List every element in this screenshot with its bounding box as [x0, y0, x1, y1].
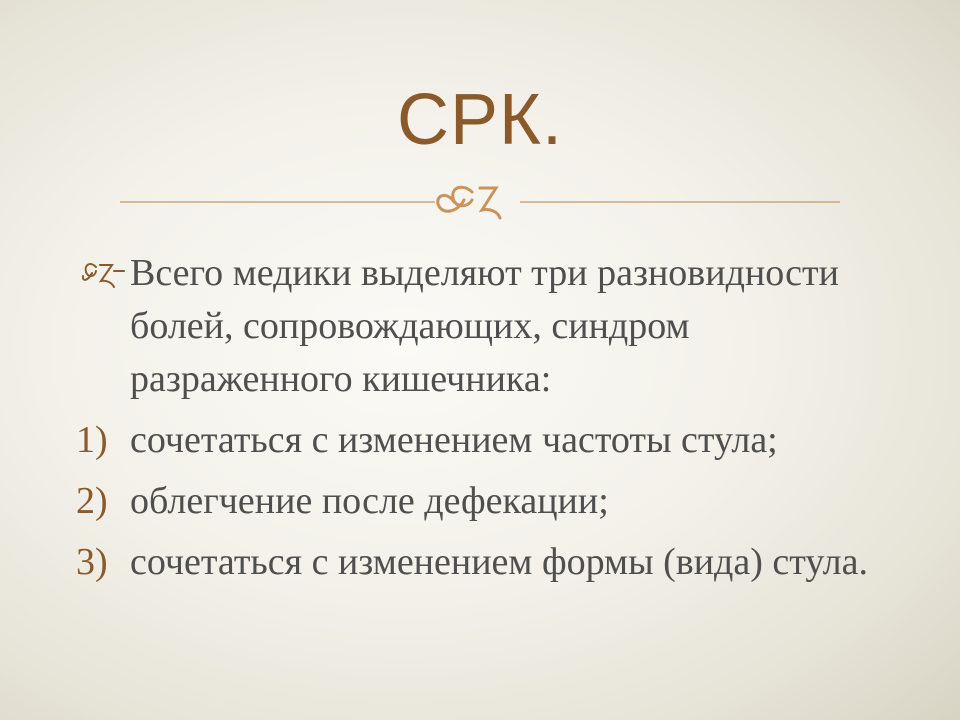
slide-content — [76, 247, 900, 597]
numbered-list — [76, 414, 900, 589]
title-divider — [120, 180, 840, 226]
ornament-icon — [438, 187, 500, 218]
list-item-text: сочетаться с изменением формы (вида) стула. — [130, 541, 869, 583]
list-item — [76, 536, 900, 589]
list-item — [76, 414, 900, 467]
list-item-number: 1) — [76, 419, 108, 461]
list-item-number: 2) — [76, 480, 108, 522]
list-item-text: сочетаться с изменением частоты стула; — [130, 419, 778, 461]
intro-text: Всего медики выделяют три разновидности болей, сопровождающих, синдром разраженного кишечника: — [130, 252, 839, 400]
list-item-text: облегчение после дефекации; — [130, 480, 609, 522]
slide-title: СРК. — [397, 80, 563, 160]
ornament-bullet-icon — [82, 259, 126, 289]
list-item — [76, 475, 900, 528]
intro-paragraph — [80, 247, 900, 406]
list-item-number: 3) — [76, 541, 108, 583]
